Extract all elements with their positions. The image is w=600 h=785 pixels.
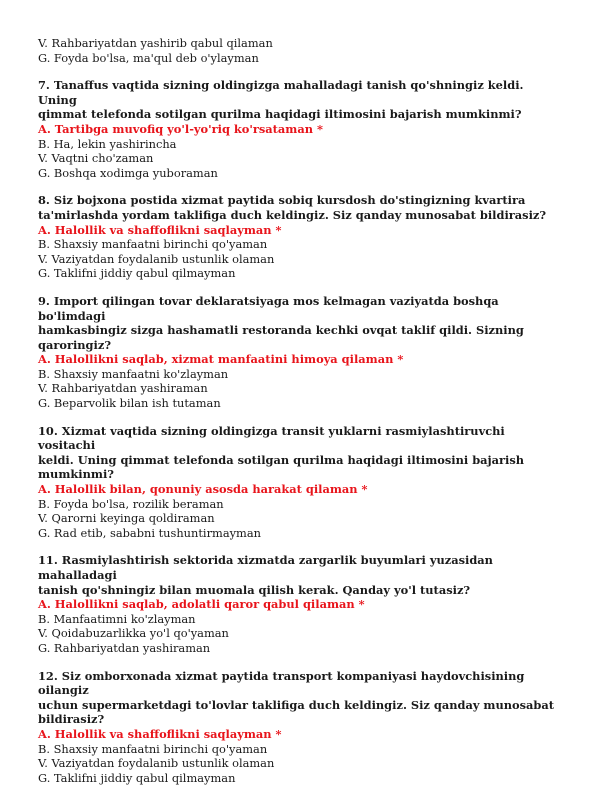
option-v: V. Rahbariyatdan yashiraman xyxy=(38,381,208,396)
correct-answer: A. Tartibga muvofiq yo'l-yo'riq ko'rsataman * xyxy=(38,121,323,136)
question-text: keldi. Uning qimmat telefonda sotilgan qurilma haqidagi iltimosini bajarish xyxy=(38,452,525,467)
previous-question-tail xyxy=(38,36,564,65)
option-g: G. Rad etib, sababni tushuntirmayman xyxy=(38,525,261,540)
question-text: qimmat telefonda sotilgan qurilma haqidagi iltimosini bajarish mumkinmi? xyxy=(38,107,522,122)
option-g: G. Beparvolik bilan ish tutaman xyxy=(38,396,221,411)
question-text: 8. Siz bojxona postida xizmat paytida sobiq kursdosh do'stingizning kvartira xyxy=(38,193,526,208)
question-7 xyxy=(38,78,564,180)
question-12 xyxy=(38,669,564,785)
option-g: G. Boshqa xodimga yuboraman xyxy=(38,165,218,180)
correct-answer: A. Halollikni saqlab, adolatli qaror qabul qilaman * xyxy=(38,597,365,612)
question-text: mumkinmi? xyxy=(38,467,114,482)
option-v: V. Rahbariyatdan yashirib qabul qilaman xyxy=(38,36,273,50)
option-v: V. Qarorni keyinga qoldiraman xyxy=(38,511,215,526)
question-text: ta'mirlashda yordam taklifiga duch keldingiz. Siz qanday munosabat bildirasiz? xyxy=(38,207,547,222)
correct-answer: A. Halollik va shaffoflikni saqlayman * xyxy=(38,726,282,741)
question-text: 10. Xizmat vaqtida sizning oldingizga transit yuklarni rasmiylashtiruvchi vositachi xyxy=(38,423,505,453)
question-text: 7. Tanaffus vaqtida sizning oldingizga mahalladagi tanish qo'shningiz keldi. Uning xyxy=(38,78,524,107)
option-b: B. Shaxsiy manfaatni birinchi qo'yaman xyxy=(38,741,268,756)
option-g: G. Taklifni jiddiy qabul qilmayman xyxy=(38,770,236,785)
correct-answer: A. Halollikni saqlab, xizmat manfaatini himoya qilaman * xyxy=(38,352,404,367)
option-b: B. Foyda bo'lsa, rozilik beraman xyxy=(38,496,224,511)
option-b: B. Manfaatimni ko'zlayman xyxy=(38,611,196,626)
question-8 xyxy=(38,193,564,281)
option-g: G. Rahbariyatdan yashiraman xyxy=(38,640,211,655)
question-9 xyxy=(38,294,564,411)
option-v: V. Vaziyatdan foydalanib ustunlik olaman xyxy=(38,251,275,266)
correct-answer: A. Halollik bilan, qonuniy asosda harakat qilaman * xyxy=(38,482,368,497)
option-g: G. Foyda bo'lsa, ma'qul deb o'ylayman xyxy=(38,50,259,65)
question-11 xyxy=(38,553,564,655)
option-b: B. Ha, lekin yashirincha xyxy=(38,136,177,151)
question-text: 9. Import qilingan tovar deklaratsiyaga mos kelmagan vaziyatda boshqa bo'limdagi xyxy=(38,293,499,323)
question-10 xyxy=(38,424,564,541)
question-text: 11. Rasmiylashtirish sektorida xizmatda zargarlik buyumlari yuzasidan mahalladagi xyxy=(38,553,493,582)
question-text: 12. Siz omborxonada xizmat paytida transport kompaniyasi haydovchisining oilangiz xyxy=(38,668,525,698)
option-v: V. Vaziyatdan foydalanib ustunlik olaman xyxy=(38,756,275,771)
correct-answer: A. Halollik va shaffoflikni saqlayman * xyxy=(38,222,282,237)
option-b: B. Shaxsiy manfaatni birinchi qo'yaman xyxy=(38,237,268,252)
question-text: bildirasiz? xyxy=(38,712,105,727)
question-text: uchun supermarketdagi to'lovlar taklifiga duch keldingiz. Siz qanday munosabat xyxy=(38,697,555,712)
option-v: V. Vaqtni cho'zaman xyxy=(38,151,154,166)
question-text: tanish qo'shningiz bilan muomala qilish kerak. Qanday yo'l tutasiz? xyxy=(38,582,471,597)
option-v: V. Qoidabuzarlikka yo'l qo'yaman xyxy=(38,626,229,641)
question-text: hamkasbingiz sizga hashamatli restoranda kechki ovqat taklif qildi. Sizning xyxy=(38,323,524,338)
option-b: B. Shaxsiy manfaatni ko'zlayman xyxy=(38,366,229,381)
option-g: G. Taklifni jiddiy qabul qilmayman xyxy=(38,266,236,281)
question-text: qaroringiz? xyxy=(38,337,111,352)
